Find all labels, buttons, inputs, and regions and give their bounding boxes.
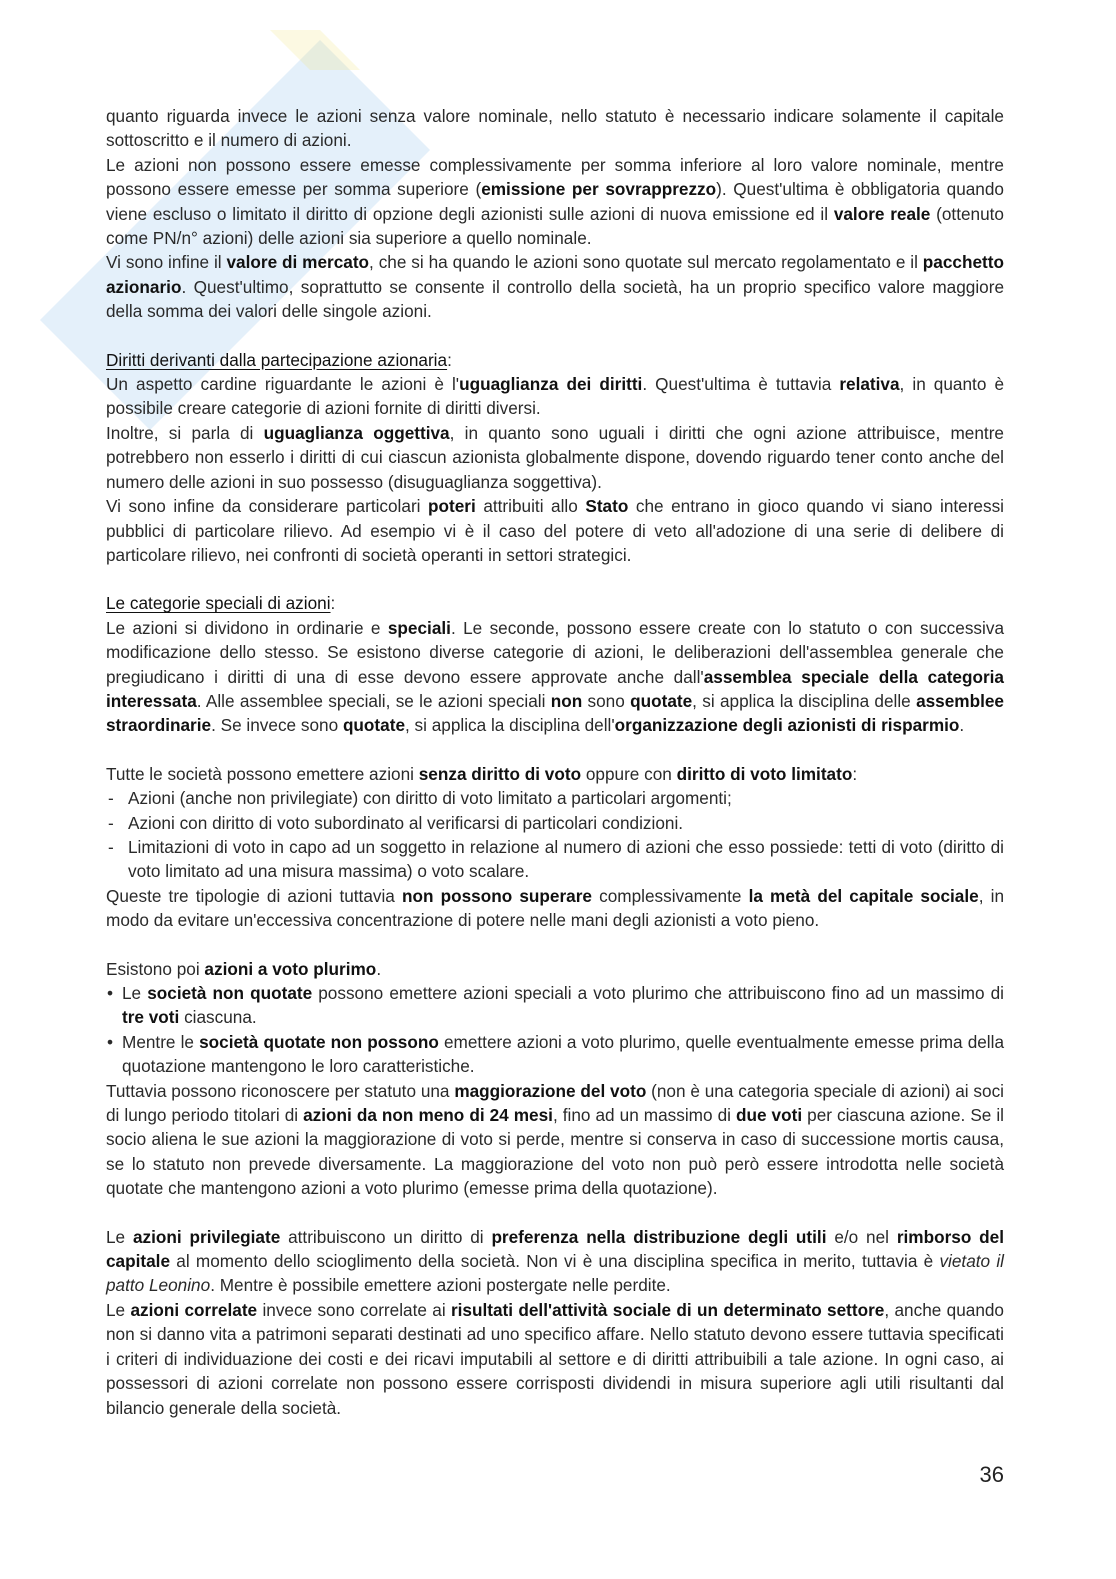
- list-item: • Le società non quotate possono emettere azioni speciali a voto plurimo che attribuiscono fino ad un massimo di tre voti ciascuna.: [106, 981, 1004, 1030]
- paragraph: Le azioni correlate invece sono correlate ai risultati dell'attività sociale di un determinato settore, anche quando non si danno vita a patrimoni separati destinati ad uno specifico affare. Nello statuto devono essere tuttavia specificati i criteri di individuazione dei costi e dei ricavi imputabili al settore e di diritti attribuibili a tale azione. In ogni caso, ai possessori di azioni correlate non possono essere corrisposti dividendi in misura superiore agli utili risultanti dal bilancio generale della società.: [106, 1299, 1004, 1418]
- list-item: - Azioni con diritto di voto subordinato al verificarsi di particolari condizioni.: [106, 811, 1004, 835]
- document-page: [106, 104, 1004, 1420]
- paragraph: Vi sono infine da considerare particolari poteri attribuiti allo Stato che entrano in gioco quando vi siano interessi pubblici di particolare rilievo. Ad esempio vi è il caso del potere di veto all'adozione di una serie di delibere di particolare rilievo, nei confronti di società operanti in settori strategici.: [106, 496, 1005, 565]
- section-heading: Le categorie speciali di azioni:: [106, 593, 336, 614]
- list-item: - Azioni (anche non privilegiate) con diritto di voto limitato a particolari argomenti;: [106, 786, 1004, 810]
- paragraph: Le azioni privilegiate attribuiscono un diritto di preferenza nella distribuzione degli utili e/o nel rimborso del capitale al momento dello scioglimento della società. Non vi è una disciplina specifica in merito, tuttavia è vietato il patto Leonino. Mentre è possibile emettere azioni postergate nelle perdite.: [106, 1226, 1004, 1296]
- paragraph: Esistono poi azioni a voto plurimo.: [106, 958, 382, 979]
- paragraph: Le azioni si dividono in ordinarie e speciali. Le seconde, possono essere create con lo statuto o con successiva modificazione dello stesso. Se esistono diverse categorie di azioni, le deliberazioni dell'assemblea generale che pregiudicano i diritti di una di esse devono essere approvate anche dall'assemblea speciale della categoria interessata. Alle assemblee speciali, se le azioni speciali non sono quotate, si applica la disciplina delle assemblee straordinarie. Se invece sono quotate, si applica la disciplina dell'organizzazione degli azionisti di risparmio.: [106, 617, 1004, 736]
- paragraph: Le azioni non possono essere emesse complessivamente per somma inferiore al loro valore nominale, mentre possono essere emesse per somma superiore (emissione per sovrapprezzo). Quest'ultima è obbligatoria quando viene escluso o limitato il diritto di opzione degli azionisti sulle azioni di nuova emissione ed il valore reale (ottenuto come PN/n° azioni) delle azioni sia superiore a quello nominale.: [106, 154, 1004, 249]
- bullet-list: [106, 981, 1004, 1079]
- dash-list: [106, 786, 1004, 884]
- list-item: - Limitazioni di voto in capo ad un soggetto in relazione al numero di azioni che esso possiede: tetti di voto (diritto di voto limitato ad una misura massima) o voto scalare.: [106, 835, 1004, 884]
- watermark-accent: [270, 30, 360, 70]
- section-heading: Diritti derivanti dalla partecipazione azionaria:: [106, 349, 452, 370]
- paragraph: Inoltre, si parla di uguaglianza oggettiva, in quanto sono uguali i diritti che ogni azione attribuisce, mentre potrebbero non esserlo i diritti di cui ciascun azionista globalmente dispone, dovendo riguardo tener conto anche del numero delle azioni in suo possesso (disuguaglianza soggettiva).: [106, 422, 1004, 492]
- paragraph: Tuttavia possono riconoscere per statuto una maggiorazione del voto (non è una categoria speciale di azioni) ai soci di lungo periodo titolari di azioni da non meno di 24 mesi, fino ad un massimo di due voti per ciascuna azione. Se il socio aliena le sue azioni la maggiorazione di voto si perde, mentre si conserva in caso di successione mortis causa, se lo statuto non prevede diversamente. La maggiorazione del voto non può però essere introdotta nelle società quotate che mantengono azioni a voto plurimo (emesse prima della quotazione).: [106, 1080, 1004, 1199]
- list-item: • Mentre le società quotate non possono emettere azioni a voto plurimo, quelle eventualmente emesse prima della quotazione mantengono le loro caratteristiche.: [106, 1030, 1004, 1079]
- page-number: 36: [979, 1462, 1004, 1487]
- paragraph: Tutte le società possono emettere azioni senza diritto di voto oppure con diritto di voto limitato:: [106, 763, 858, 784]
- paragraph: Queste tre tipologie di azioni tuttavia non possono superare complessivamente la metà del capitale sociale, in modo da evitare un'eccessiva concentrazione di potere nelle mani degli azionisti a voto pieno.: [106, 885, 1005, 931]
- paragraph: Vi sono infine il valore di mercato, che si ha quando le azioni sono quotate sul mercato regolamentato e il pacchetto azionario. Quest'ultimo, soprattutto se consente il controllo della società, ha un proprio specifico valore maggiore della somma dei valori delle singole azioni.: [106, 252, 1004, 322]
- paragraph: quanto riguarda invece le azioni senza valore nominale, nello statuto è necessario indicare solamente il capitale sottoscritto e il numero di azioni.: [106, 106, 1004, 151]
- paragraph: Un aspetto cardine riguardante le azioni è l'uguaglianza dei diritti. Quest'ultima è tuttavia relativa, in quanto è possibile creare categorie di azioni fornite di diritti diversi.: [106, 374, 1005, 419]
